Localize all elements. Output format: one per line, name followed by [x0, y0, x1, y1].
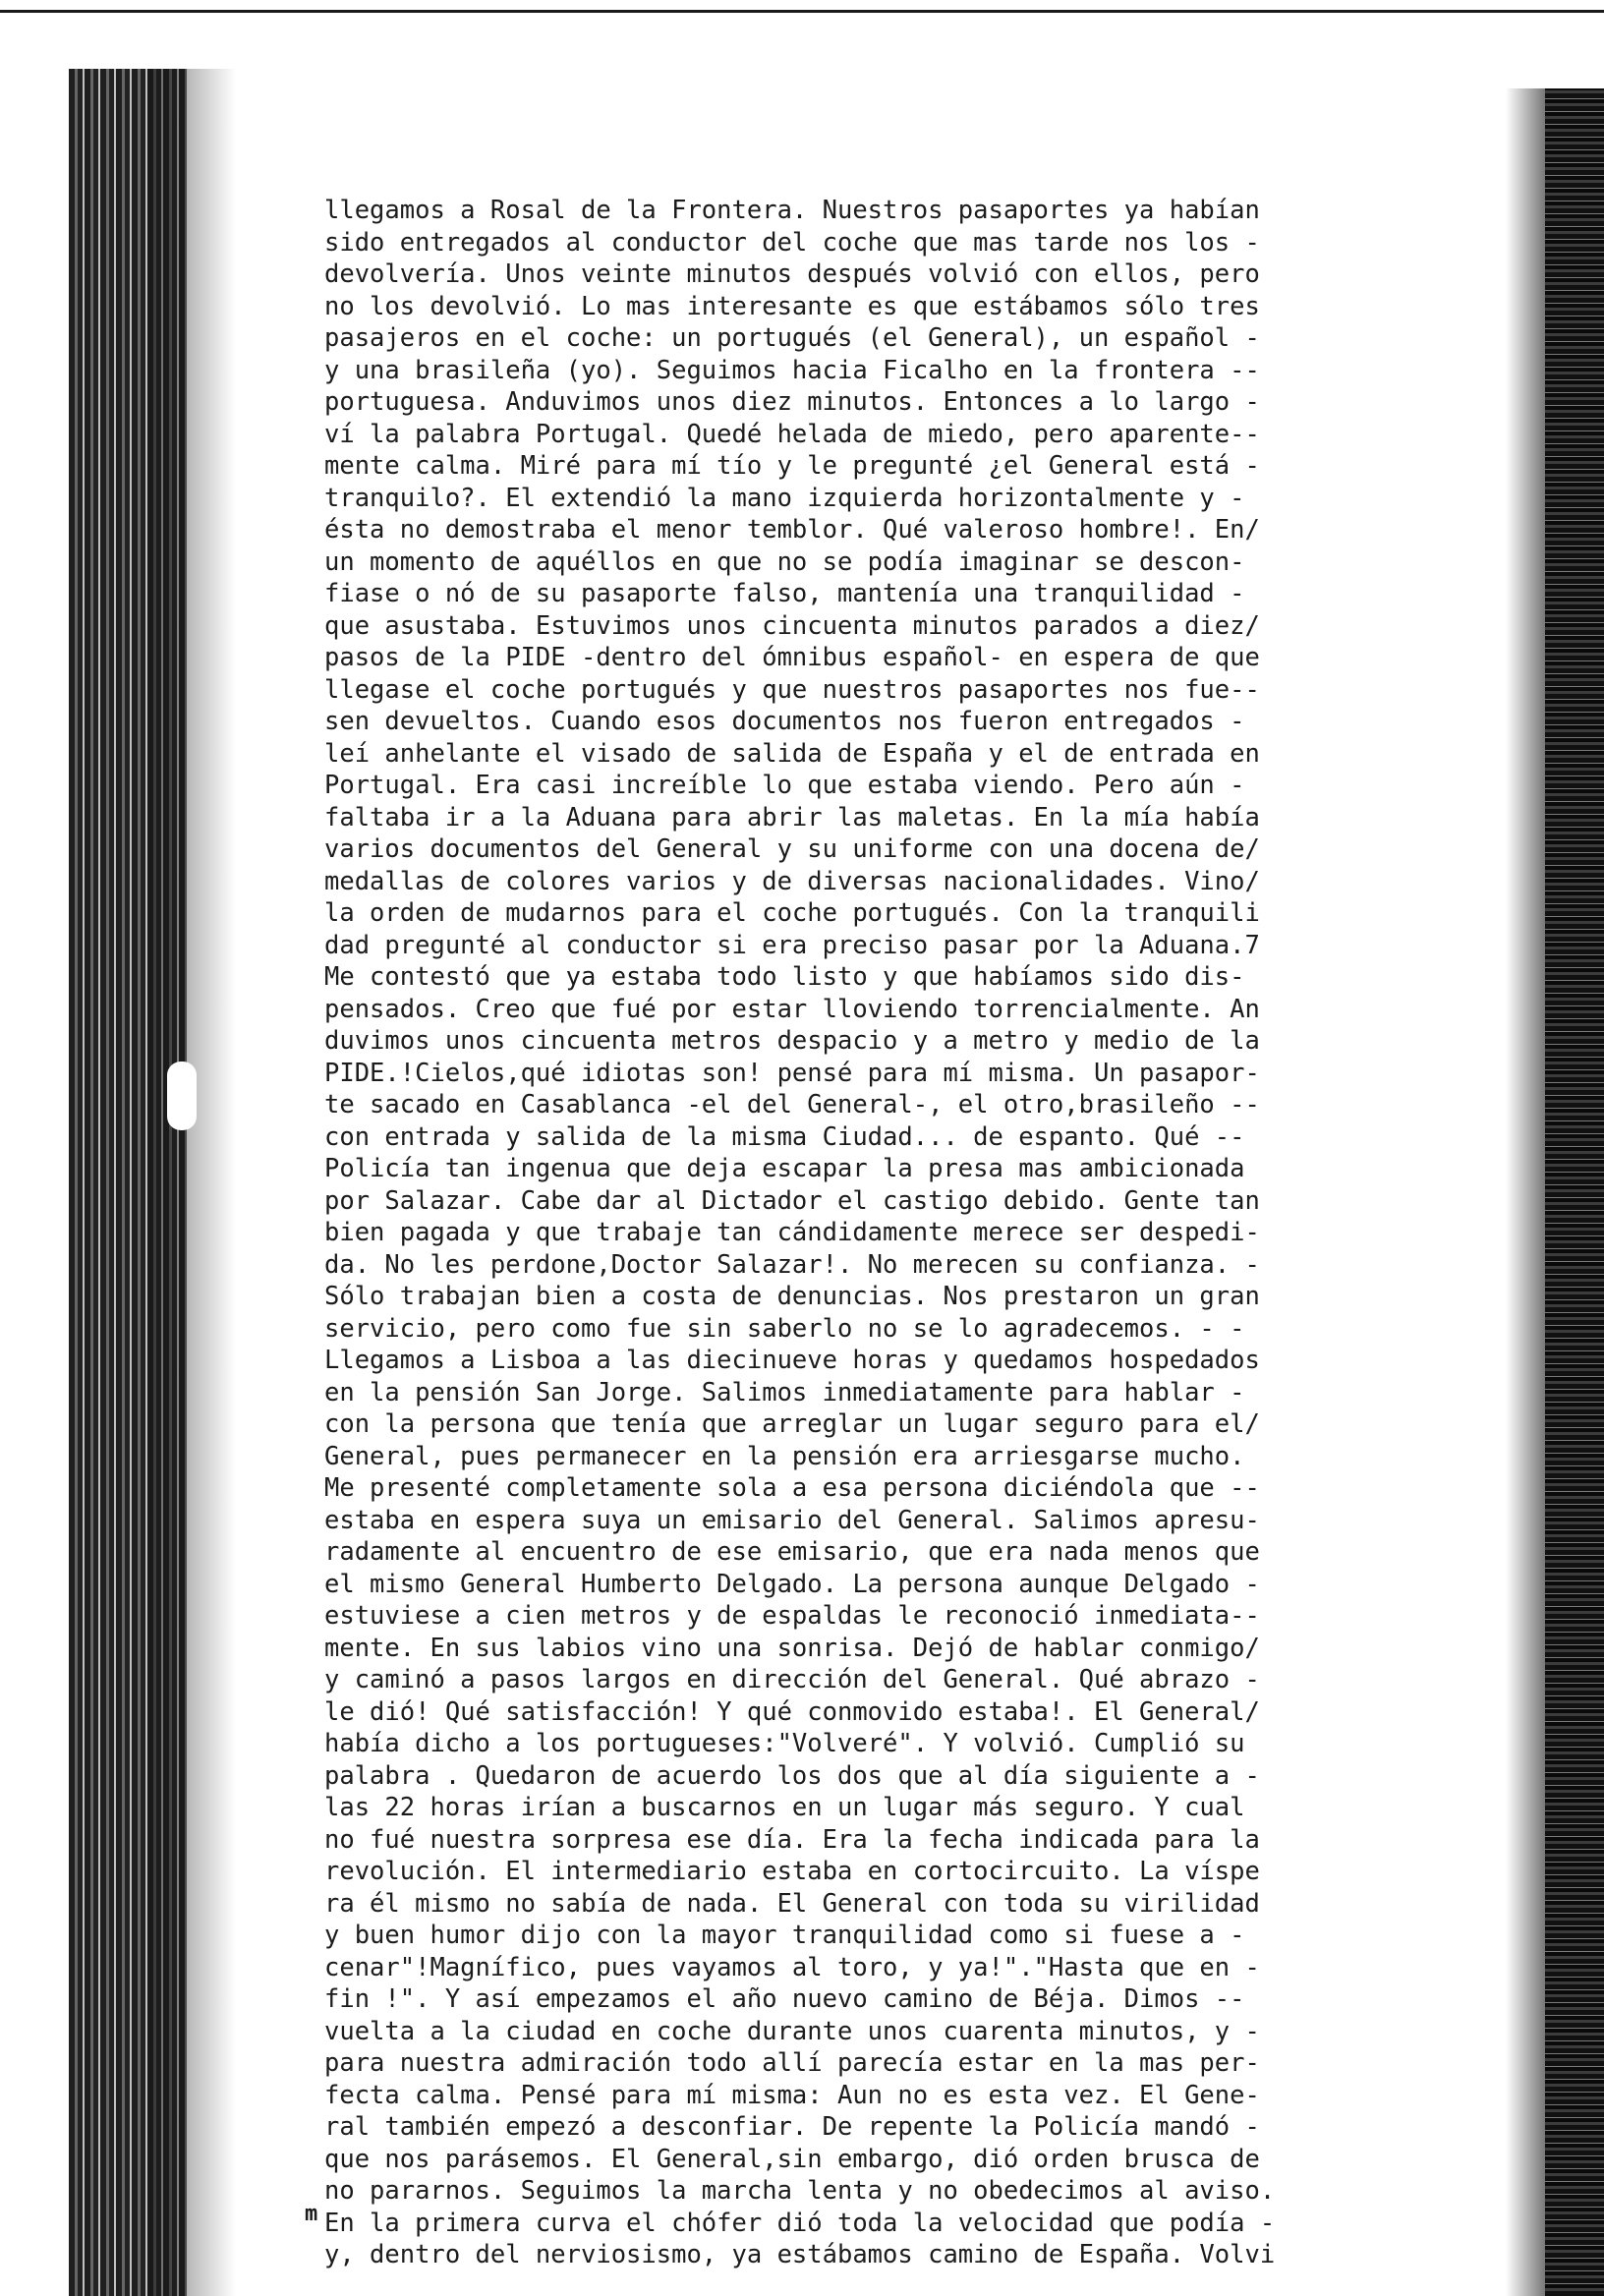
text-line: servicio, pero como fue sin saberlo no se lo agradecemos. - -	[324, 1313, 1245, 1344]
text-line: ral también empezó a desconfiar. De repente la Policía mandó -	[324, 2112, 1260, 2142]
text-line: las 22 horas irían a buscarnos en un lugar más seguro. Y cual	[324, 1793, 1245, 1822]
text-line: palabra . Quedaron de acuerdo los dos que al día siguiente a -	[324, 1760, 1260, 1791]
text-line: da. No les perdone,Doctor Salazar!. No merecen su confianza. -	[324, 1249, 1260, 1280]
text-line: que asustaba. Estuvimos unos cincuenta minutos parados a diez/	[324, 610, 1260, 641]
text-line: pensados. Creo que fué por estar lloviendo torrencialmente. An	[324, 994, 1260, 1024]
text-line: y buen humor dijo con la mayor tranquilidad como si fuese a -	[324, 1921, 1245, 1950]
text-line: mente calma. Miré para mí tío y le pregunté ¿el General está -	[324, 451, 1260, 481]
text-line: dad pregunté al conductor si era preciso pasar por la Aduana.7	[324, 930, 1260, 960]
text-line: sido entregados al conductor del coche que mas tarde nos los -	[324, 227, 1260, 258]
typewritten-page-body	[324, 195, 1484, 2271]
stray-typed-mark: m	[305, 2202, 318, 2226]
text-line: General, pues permanecer en la pensión era arriesgarse mucho.	[324, 1441, 1245, 1471]
text-line: pasajeros en el coche: un portugués (el General), un español -	[324, 323, 1260, 353]
text-line: para nuestra admiración todo allí parecía estar en la mas per-	[324, 2048, 1260, 2078]
text-line: mente. En sus labios vino una sonrisa. Dejó de hablar conmigo/	[324, 1633, 1260, 1663]
text-line: estuviese a cien metros y de espaldas le reconoció inmediata--	[324, 1601, 1260, 1631]
text-line: ésta no demostraba el menor temblor. Qué valeroso hombre!. En/	[324, 515, 1260, 545]
text-line: tranquilo?. El extendió la mano izquierda horizontalmente y -	[324, 483, 1245, 513]
text-line: había dicho a los portugueses:"Volveré". Y volvió. Cumplió su	[324, 1729, 1245, 1758]
text-line: y una brasileña (yo). Seguimos hacia Ficalho en la frontera --	[324, 355, 1260, 385]
text-line: vuelta a la ciudad en coche durante unos cuarenta minutos, y -	[324, 2016, 1260, 2046]
text-line: bien pagada y que trabaje tan cándidamente merece ser despedi-	[324, 1218, 1260, 1247]
text-line: Llegamos a Lisboa a las diecinueve horas y quedamos hospedados	[324, 1346, 1260, 1375]
text-line: pasos de la PIDE -dentro del ómnibus español- en espera de que	[324, 643, 1260, 672]
text-line: que nos parásemos. El General,sin embargo, dió orden brusca de	[324, 2144, 1260, 2174]
text-line: En la primera curva el chófer dió toda la velocidad que podía -	[324, 2208, 1276, 2238]
text-line: llegamos a Rosal de la Frontera. Nuestros pasaportes ya habían	[324, 196, 1260, 225]
text-line: cenar"!Magnífico, pues vayamos al toro, y ya!"."Hasta que en -	[324, 1952, 1260, 1982]
text-line: varios documentos del General y su uniforme con una docena de/	[324, 834, 1260, 864]
text-line: ví la palabra Portugal. Quedé helada de miedo, pero aparente--	[324, 419, 1260, 449]
text-line: no pararnos. Seguimos la marcha lenta y no obedecimos al aviso.	[324, 2176, 1276, 2206]
text-line: medallas de colores varios y de diversas nacionalidades. Vino/	[324, 866, 1260, 896]
top-border-line	[0, 10, 1604, 13]
text-line: sen devueltos. Cuando esos documentos nos fueron entregados -	[324, 707, 1245, 736]
text-line: fiase o nó de su pasaporte falso, mantenía una tranquilidad -	[324, 579, 1245, 608]
text-line: en la pensión San Jorge. Salimos inmediatamente para hablar -	[324, 1377, 1245, 1407]
text-line: fecta calma. Pensé para mí misma: Aun no es esta vez. El Gene-	[324, 2080, 1260, 2110]
text-line: portuguesa. Anduvimos unos diez minutos. Entonces a lo largo -	[324, 387, 1260, 417]
scan-right-edge-fade	[1506, 88, 1545, 2296]
text-line: fin !". Y así empezamos el año nuevo camino de Béja. Dimos --	[324, 1984, 1245, 2014]
text-line: llegase el coche portugués y que nuestros pasaportes nos fue--	[324, 674, 1260, 705]
text-line: ra él mismo no sabía de nada. El General con toda su virilidad	[324, 1888, 1260, 1919]
text-line: con entrada y salida de la misma Ciudad... de espanto. Qué --	[324, 1121, 1245, 1152]
text-line: Me contestó que ya estaba todo listo y que habíamos sido dis-	[324, 962, 1245, 992]
text-line: duvimos unos cincuenta metros despacio y a metro y medio de la	[324, 1026, 1260, 1056]
text-line: PIDE.!Cielos,qué idiotas son! pensé para mí misma. Un pasapor-	[324, 1058, 1260, 1088]
text-line: le dió! Qué satisfacción! Y qué conmovido estaba!. El General/	[324, 1696, 1260, 1727]
text-line: Portugal. Era casi increíble lo que estaba viendo. Pero aún -	[324, 771, 1245, 800]
text-line: revolución. El intermediario estaba en cortocircuito. La víspe	[324, 1857, 1260, 1886]
text-line: faltaba ir a la Aduana para abrir las maletas. En la mía había	[324, 802, 1260, 832]
text-line: leí anhelante el visado de salida de España y el de entrada en	[324, 738, 1260, 769]
text-line: Sólo trabajan bien a costa de denuncias. Nos prestaron un gran	[324, 1282, 1260, 1311]
text-line: estaba en espera suya un emisario del General. Salimos apresu-	[324, 1505, 1260, 1535]
text-line: no fué nuestra sorpresa ese día. Era la fecha indicada para la	[324, 1824, 1260, 1855]
scan-right-edge-shadow	[1545, 88, 1604, 2296]
text-line: te sacado en Casablanca -el del General-, el otro,brasileño --	[324, 1090, 1260, 1119]
text-line: el mismo General Humberto Delgado. La persona aunque Delgado -	[324, 1569, 1260, 1599]
text-line: y caminó a pasos largos en dirección del General. Qué abrazo -	[324, 1665, 1260, 1694]
binding-punch-hole	[167, 1062, 197, 1130]
text-line: Policía tan ingenua que deja escapar la presa mas ambicionada	[324, 1154, 1245, 1183]
text-line: la orden de mudarnos para el coche portugués. Con la tranquili	[324, 898, 1260, 928]
text-line: Me presenté completamente sola a esa persona diciéndola que --	[324, 1473, 1260, 1503]
text-line: devolvería. Unos veinte minutos después volvió con ellos, pero	[324, 259, 1260, 289]
text-line: por Salazar. Cabe dar al Dictador el castigo debido. Gente tan	[324, 1185, 1260, 1216]
text-line: y, dentro del nerviosismo, ya estábamos camino de España. Volvi	[324, 2240, 1276, 2269]
text-line: no los devolvió. Lo mas interesante es que estábamos sólo tres	[324, 291, 1260, 321]
text-line: radamente al encuentro de ese emisario, que era nada menos que	[324, 1537, 1260, 1567]
text-line: un momento de aquéllos en que no se podía imaginar se descon-	[324, 546, 1245, 577]
text-line: con la persona que tenía que arreglar un lugar seguro para el/	[324, 1409, 1260, 1439]
scan-left-edge-fade	[147, 69, 236, 2296]
